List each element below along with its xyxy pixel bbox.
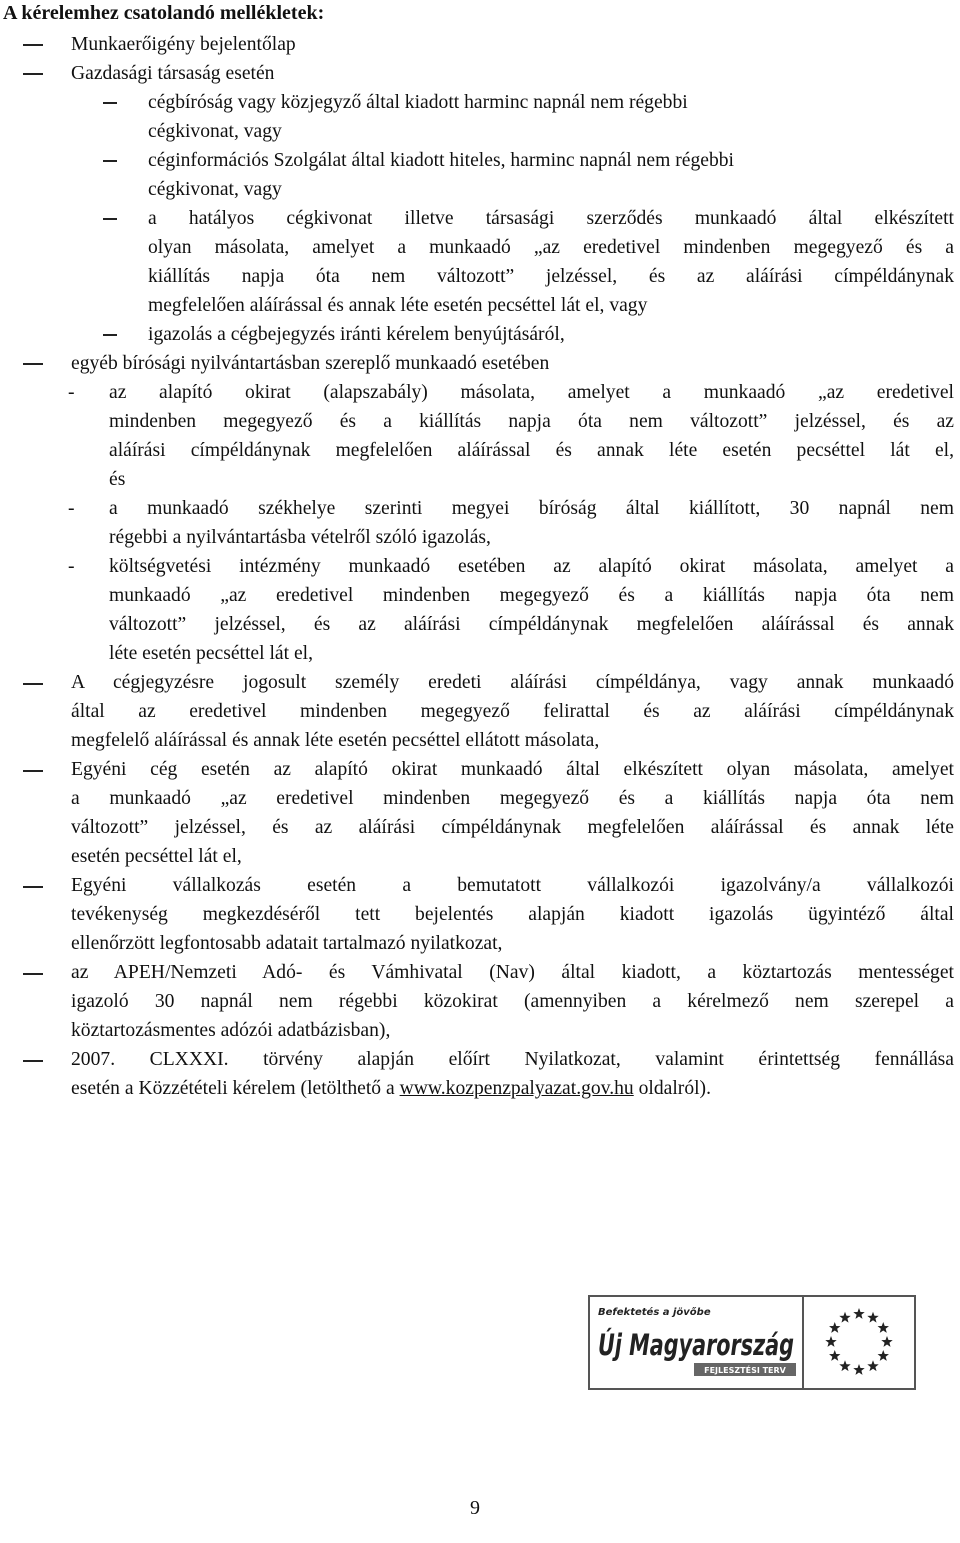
text-line: Munkaerőigény bejelentőlap (71, 34, 296, 55)
text-line: igazolás a cégbejegyzés iránti kérelem benyújtásáról, (148, 324, 565, 345)
text-segment: esetén a Közzétételi kérelem (letölthető a (71, 1078, 400, 1099)
text-line: Egyéni vállalkozás esetén a bemutatott vállalkozói igazolvány/a vállalkozói (71, 875, 954, 896)
umft-emblem (590, 1297, 802, 1388)
text-line: cégkivonat, vagy (148, 179, 282, 200)
eu-star (829, 1322, 840, 1333)
text-line: mindenben megegyező és a kiállítás napja óta nem változott” jelzéssel, és az (109, 411, 954, 432)
text-line: cégkivonat, vagy (148, 121, 282, 142)
text-line: által az eredetivel mindenben megegyező felirattal és az aláírási címpéldánynak (71, 701, 954, 722)
eu-star (881, 1336, 892, 1347)
eu-star (853, 1364, 864, 1375)
text-line: régebbi a nyilvántartásba vételről szóló igazolás, (109, 527, 491, 548)
page-number: 9 (470, 1497, 480, 1519)
dash-bullet (103, 160, 117, 162)
text-line: Gazdasági társaság esetén (71, 63, 275, 84)
text-line: kiállítás napja óta nem változott” jelzéssel, és az aláírási címpéldánynak (148, 266, 954, 287)
eu-stars-icon (804, 1297, 914, 1388)
text-line: megfelelően aláírással és annak léte esetén pecséttel lát el, vagy (148, 295, 648, 316)
text-line: Egyéni cég esetén az alapító okirat munkaadó által elkészített olyan másolata, amelyet (71, 759, 954, 780)
dash-bullet (103, 218, 117, 220)
dash-bullet (23, 886, 43, 888)
kozpenzpalyazat-link[interactable]: www.kozpenzpalyazat.gov.hu (399, 1078, 634, 1099)
dash-bullet (23, 73, 43, 75)
text-line: változott” jelzéssel, és az aláírási címpéldánynak megfelelően aláírással és annak (109, 614, 954, 635)
dash-bullet (23, 44, 43, 46)
page-heading: A kérelemhez csatolandó mellékletek: (3, 2, 325, 24)
text-line: léte esetén pecséttel lát el, (109, 643, 313, 664)
text-line: 2007. CLXXXI. törvény alapján előírt Nyilatkozat, valamint érintettség fennállása (71, 1049, 954, 1070)
eu-star (867, 1360, 878, 1371)
text-line-with-link (71, 1074, 711, 1103)
eu-star (878, 1350, 889, 1361)
hyphen-bullet: - (68, 382, 75, 403)
text-line: megfelelő aláírással és annak léte esetén pecséttel ellátott másolata, (71, 730, 600, 751)
text-line: a munkaadó székhelye szerinti megyei bíróság által kiállított, 30 napnál nem (109, 498, 954, 519)
dash-bullet (103, 102, 117, 104)
eu-star (853, 1308, 864, 1319)
text-line: olyan másolata, amelyet a munkaadó „az eredetivel mindenben megegyező és a (148, 237, 954, 258)
text-line: tevékenység megkezdéséről tett bejelentés alapján kiadott igazolás ügyintéző által (71, 904, 954, 925)
text-line: a munkaadó „az eredetivel mindenben megegyező és a kiállítás napja óta nem (71, 788, 954, 809)
uj-magyarorszag-logo (588, 1295, 916, 1390)
text-line: az APEH/Nemzeti Adó- és Vámhivatal (Nav) által kiadott, a köztartozás mentességet (71, 962, 954, 983)
logo-subtitle: FEJLESZTÉSI TERV (704, 1366, 786, 1375)
logo-name: Új Magyarország (598, 1328, 794, 1362)
eu-star (867, 1312, 878, 1323)
eu-star (878, 1322, 889, 1333)
text-line: ellenőrzött legfontosabb adatait tartalmazó nyilatkozat, (71, 933, 503, 954)
logo-tagline: Befektetés a jövőbe (598, 1307, 711, 1318)
eu-star (839, 1360, 850, 1371)
text-line: egyéb bírósági nyilvántartásban szereplő munkaadó esetében (71, 353, 550, 374)
dash-bullet (23, 973, 43, 975)
text-line: az alapító okirat (alapszabály) másolata, amelyet a munkaadó „az eredetivel (109, 382, 954, 403)
text-line: és (109, 469, 126, 490)
eu-star (829, 1350, 840, 1361)
text-line: cégbíróság vagy közjegyző által kiadott harminc napnál nem régebbi (148, 92, 688, 113)
hyphen-bullet: - (68, 498, 75, 519)
text-segment: oldalról). (633, 1078, 711, 1099)
text-line: igazoló 30 napnál nem régebbi közokirat (amennyiben a kérelmező nem szerepel a (71, 991, 954, 1012)
dash-bullet (23, 770, 43, 772)
dash-bullet (23, 1060, 43, 1062)
text-line: céginformációs Szolgálat által kiadott hiteles, harminc napnál nem régebbi (148, 150, 734, 171)
text-line: köztartozásmentes adózói adatbázisban), (71, 1020, 391, 1041)
text-line: A cégjegyzésre jogosult személy eredeti aláírási címpéldánya, vagy annak munkaadó (71, 672, 954, 693)
text-line: változott” jelzéssel, és az aláírási címpéldánynak megfelelően aláírással és annak léte (71, 817, 954, 838)
text-line: a hatályos cégkivonat illetve társasági szerződés munkaadó által elkészített (148, 208, 954, 229)
dash-bullet (23, 363, 43, 365)
dash-bullet (103, 334, 117, 336)
text-line: költségvetési intézmény munkaadó esetében az alapító okirat másolata, amelyet a (109, 556, 954, 577)
eu-star (839, 1312, 850, 1323)
text-line: esetén pecséttel lát el, (71, 846, 242, 867)
hyphen-bullet: - (68, 556, 75, 577)
eu-star (825, 1336, 836, 1347)
dash-bullet (23, 683, 43, 685)
text-line: aláírási címpéldánynak megfelelően aláírással és annak léte esetén pecséttel lát el, (109, 440, 954, 461)
text-line: munkaadó „az eredetivel mindenben megegyező és a kiállítás napja óta nem (109, 585, 954, 606)
